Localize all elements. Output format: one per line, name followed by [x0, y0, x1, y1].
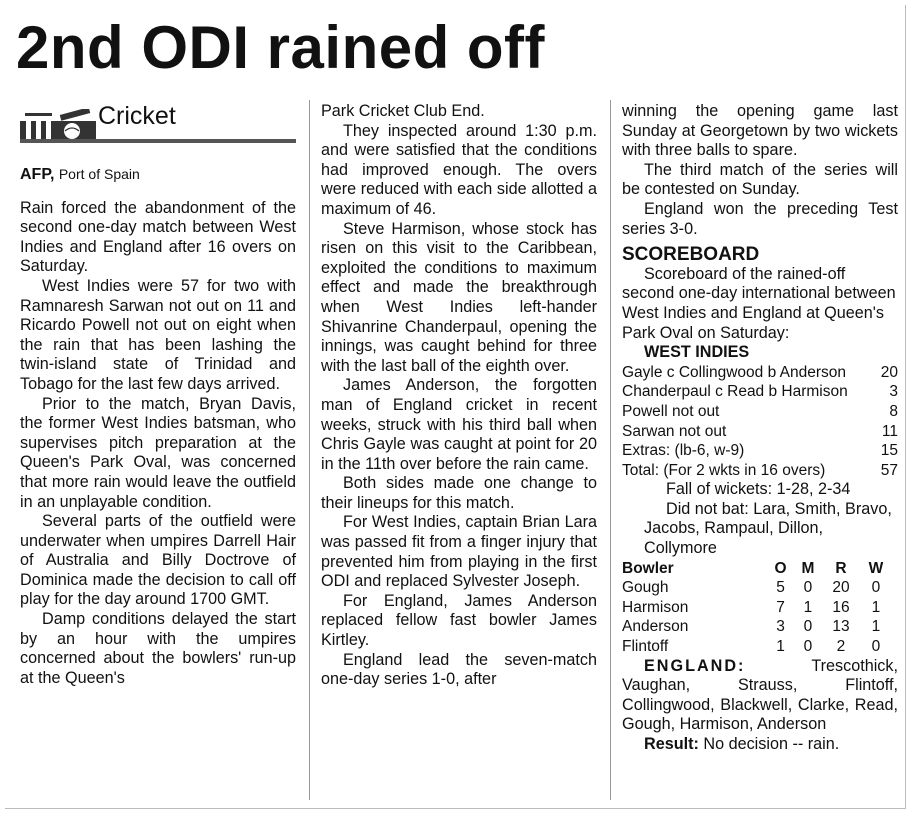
byline: [20, 165, 296, 185]
bowling-table: [622, 559, 892, 657]
bowler: Flintoff: [622, 638, 669, 656]
byline-location: Port of Spain: [58, 166, 140, 182]
runs: 20: [832, 579, 850, 597]
paragraph: West Indies were 57 for two with Ramnaresh Sarwan not out on 11 and Ricardo Powell not out on eight when the rain that has been lashing the twin-island state of Trinidad and Tobago for the last few days arrived.: [20, 276, 296, 393]
runs: 16: [832, 598, 850, 616]
column-header: W: [868, 559, 884, 577]
overs: 1: [776, 638, 785, 656]
section-rule: [20, 139, 296, 143]
result-text: No decision -- rain.: [703, 735, 840, 753]
table-row: [622, 598, 892, 618]
column-header: M: [801, 559, 815, 577]
batsman: Extras: (lb-6, w-9): [622, 442, 745, 460]
batting-team: WEST INDIES: [644, 343, 750, 362]
scoreboard-heading: SCOREBOARD: [622, 244, 760, 266]
paragraph: They inspected around 1:30 p.m. and were satisfied that the conditions had improved enough. The overs were reduced with each side allotted a maximum of 46.: [321, 121, 597, 218]
table-header-row: [622, 559, 892, 579]
paragraph: The third match of the series will be contested on Sunday.: [622, 160, 898, 199]
wickets: 1: [871, 618, 881, 636]
maidens: 1: [803, 598, 813, 616]
table-row: [622, 461, 898, 481]
paragraph: Rain forced the abandonment of the second one-day match between West Indies and England after 16 overs on Saturday.: [20, 198, 296, 276]
paragraph: For England, James Anderson replaced fellow fast bowler James Kirtley.: [321, 591, 597, 650]
batsman: Total: (For 2 wkts in 16 overs): [622, 461, 826, 479]
maidens: 0: [803, 579, 813, 597]
section-label: Cricket: [98, 102, 176, 130]
paragraph: Park Cricket Club End.: [321, 102, 485, 120]
england-players: Trescothick, Vaughan, Strauss, Flintoff, Collingwood, Blackwell, Clarke, Read, Gough, Harmison, Anderson: [622, 656, 898, 734]
result-line: [622, 735, 898, 755]
wickets: 1: [871, 598, 881, 616]
paragraph: England won the preceding Test series 3-0.: [622, 199, 898, 238]
runs: 8: [889, 402, 898, 420]
byline-agency: AFP,: [20, 166, 55, 183]
table-row: [622, 382, 898, 402]
runs: 11: [881, 422, 898, 440]
article-column-3: [622, 102, 898, 755]
did-not-bat: Did not bat: Lara, Smith, Bravo, Jacobs, Rampaul, Dillon, Collymore: [644, 499, 892, 558]
column-divider: [309, 100, 310, 800]
paragraph: Several parts of the outfield were underwater when umpires Darrell Hair of Australia and Billy Doctrove of Dominica made the decision to call off play for the day around 1700 GMT.: [20, 512, 296, 609]
runs: 2: [836, 638, 846, 656]
fall-of-wickets: Fall of wickets: 1-28, 2-34: [666, 480, 851, 499]
runs: 3: [889, 383, 898, 401]
runs: 20: [880, 363, 898, 381]
table-row: [622, 402, 898, 422]
runs: 15: [880, 442, 898, 460]
runs: 57: [880, 461, 898, 479]
scoreboard: [622, 245, 898, 754]
column-header: Bowler: [622, 559, 674, 577]
england-label: ENGLAND:: [644, 656, 746, 675]
maidens: 0: [803, 638, 813, 656]
table-row: [622, 422, 898, 442]
table-row: [622, 363, 898, 383]
bowler: Gough: [622, 579, 669, 597]
runs: 13: [832, 618, 850, 636]
scoreboard-intro: Scoreboard of the rained-off second one-day international between West Indies and England at Queen's Park Oval on Saturday:: [622, 264, 896, 342]
bowler: Anderson: [622, 618, 689, 636]
paragraph: Steve Harmison, whose stock has risen on this visit to the Caribbean, exploited the conditions to maximum effect and made the breakthrough when West Indies left-hander Shivanrine Chanderpaul, opening the innings, was caught behind for three with the last ball of the eighth over.: [321, 219, 597, 375]
table-row: [622, 441, 898, 461]
paragraph: Prior to the match, Bryan Davis, the former West Indies batsman, who supervises pitch preparation at the Queen's Park Oval, was concerned that more rain would leave the outfield in an unplayable condition.: [20, 394, 296, 511]
cricket-wicket-icon: [20, 109, 96, 143]
column-divider: [610, 100, 611, 800]
headline: 2nd ODI rained off: [16, 14, 546, 81]
wickets: 0: [871, 638, 881, 656]
maidens: 0: [803, 618, 813, 636]
batsman: Powell not out: [622, 402, 720, 420]
article-column-2: [321, 102, 597, 690]
batsman: Sarwan not out: [622, 422, 727, 440]
overs: 7: [776, 598, 785, 616]
batsman: Gayle c Collingwood b Anderson: [622, 363, 847, 381]
paragraph: winning the opening game last Sunday at Georgetown by two wickets with three balls to spare.: [622, 102, 898, 160]
article-column-1: [20, 102, 296, 688]
england-lineup: [622, 657, 898, 735]
paragraph: James Anderson, the forgotten man of England cricket in recent weeks, struck with his third ball when Chris Gayle was caught at point for 20 in the 11th over before the rain came.: [321, 376, 597, 473]
section-header: [20, 102, 296, 145]
wickets: 0: [871, 579, 881, 597]
batting-table: [622, 363, 898, 481]
paragraph: For West Indies, captain Brian Lara was passed fit from a finger injury that prevented him from playing in the first ODI and replaced Sylvester Joseph.: [321, 513, 597, 591]
paragraph: Both sides made one change to their lineups for this match.: [321, 474, 597, 512]
paragraph: Damp conditions delayed the start by an hour with the umpires concerned about the bowlers' run-up at the Queen's: [20, 610, 296, 687]
column-header: O: [774, 559, 787, 577]
bowler: Harmison: [622, 598, 689, 616]
batsman: Chanderpaul c Read b Harmison: [622, 383, 848, 401]
result-label: Result:: [644, 735, 699, 753]
table-row: [622, 637, 892, 657]
table-row: [622, 578, 892, 598]
column-header: R: [835, 559, 847, 577]
overs: 5: [776, 579, 785, 597]
paragraph: England lead the seven-match one-day series 1-0, after: [321, 650, 597, 689]
overs: 3: [776, 618, 785, 636]
table-row: [622, 617, 892, 637]
